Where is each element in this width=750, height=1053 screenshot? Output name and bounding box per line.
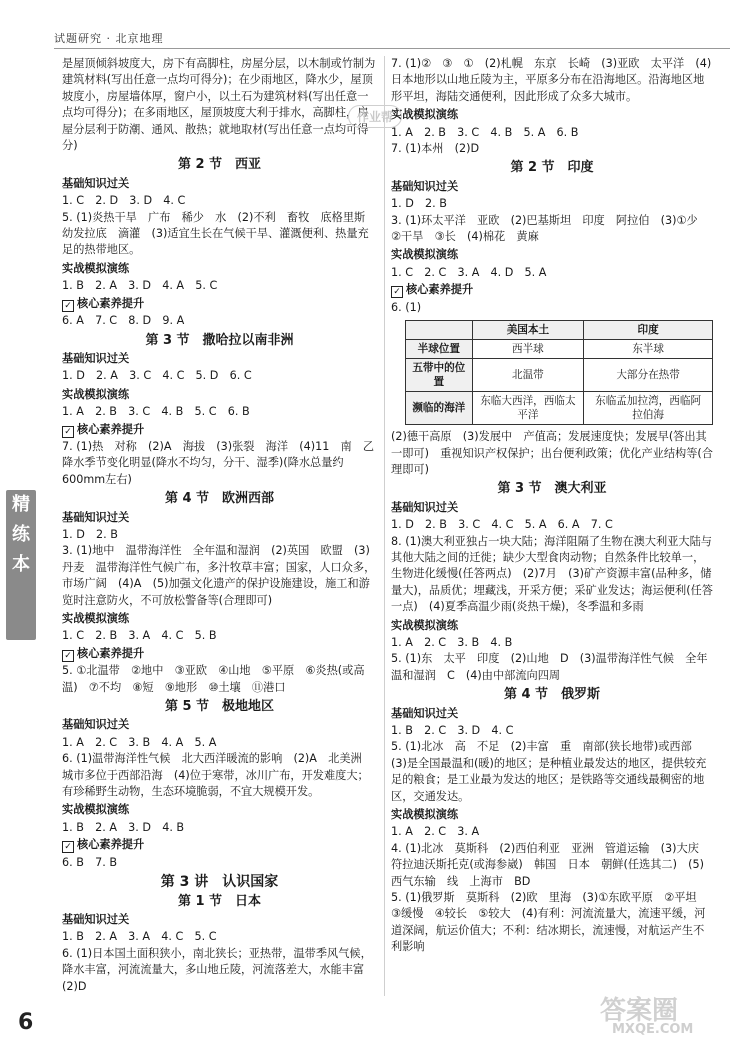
section-title: 第 1 节 日本: [177, 893, 262, 909]
column-divider: [384, 56, 385, 996]
table-row-header: 半球位置: [406, 340, 473, 359]
page-header: 试题研究 · 北京地理: [54, 32, 164, 45]
table-cell: 西半球: [472, 340, 584, 359]
answer-line: 1. B 2. A 3. D 4. B: [62, 820, 185, 834]
answer-line: 1. D 2. A 3. C 4. C 5. D 6. C: [62, 369, 252, 383]
answer-line: 1. A 2. B 3. C 4. B 5. A 6. B: [391, 125, 579, 139]
answer-line: 7. (1)热 对称 (2)A 海拔 (3)张裂 海洋 (4)11 南 乙 降水季节变化明显(降水不均匀，分干、湿季)(降水总量约600mm左右): [62, 439, 386, 486]
page-number: 6: [18, 1010, 34, 1035]
answer-line: 6. (1): [391, 300, 422, 314]
answer-line: 6. (1)温带海洋性气候 北大西洋暖流的影响 (2)A 北美洲 城市多位于西部沿海 (4)位于寒带，冰川广布，开发难度大；有珍稀野生动物，生态环境脆弱，不宜大规模开发。: [62, 752, 373, 799]
answer-line: 1. C 2. C 3. A 4. D 5. A: [391, 265, 547, 279]
subsection-title: 实战模拟演练: [62, 803, 130, 817]
core-skills-heading: [62, 422, 377, 438]
left-column: [62, 56, 386, 995]
core-skills-label: 核心素养提升: [77, 646, 145, 660]
lecture-title: 第 3 讲 认识国家: [160, 874, 279, 891]
table-cell: 东临孟加拉湾，西临阿拉伯海: [584, 392, 713, 425]
table-header-cell: [406, 321, 473, 340]
subsection-title: 实战模拟演练: [391, 248, 459, 262]
subsection-title: 实战模拟演练: [391, 808, 459, 822]
answer-line: 3. (1)地中 温带海洋性 全年温和湿润 (2)英国 欧盟 (3)丹麦 温带海洋性气候广布，多汁牧草丰富；国家，人口众多，市场广阔 (4)A (5)加强文化遗产的保护设施建设，施工和游览时注意防火，不可放松警备等(合理即可): [62, 544, 376, 607]
table-row-header: 濒临的海洋: [406, 392, 473, 425]
subsection-title: 基础知识过关: [62, 176, 130, 190]
table-cell: 北温带: [472, 359, 584, 392]
answer-line: 4. (1)北冰 莫斯科 (2)西伯利亚 亚洲 管道运输 (3)大庆 符拉迪沃斯托克(或海参崴) 韩国 日本 朝鲜(任选其二) (5)西气东输 线 上海市 BD: [391, 841, 711, 888]
section-title: 第 4 节 俄罗斯: [503, 687, 601, 703]
answer-line: 1. A 2. B 3. C 4. B 5. C 6. B: [62, 405, 250, 419]
subsection-title: 基础知识过关: [62, 912, 130, 926]
sidebar-tab: [6, 490, 36, 640]
answer-line: 1. D 2. B: [62, 527, 118, 541]
answer-line: 5. (1)炎热干旱 广布 稀少 水 (2)不利 畜牧 底格里斯 幼发拉底 滴灌 (3)适宜生长在气候干旱、灌溉便利、热量充足的热带地区。: [62, 210, 377, 257]
table-cell: 东半球: [584, 340, 713, 359]
answer-line: 1. A 2. C 3. B 4. B: [391, 635, 513, 649]
checkbox-icon: ✓: [62, 841, 74, 853]
header-divider: [54, 48, 730, 49]
table-header-cell: 印度: [584, 321, 713, 340]
table-cell: 东临大西洋，西临太平洋: [472, 392, 584, 425]
core-skills-label: 核心素养提升: [77, 296, 145, 310]
table-row: [406, 359, 713, 392]
answer-line: 5. (1)东 太平 印度 (2)山地 D (3)温带海洋性气候 全年温和湿润 C (4)由中部流向四周: [391, 652, 708, 682]
answer-line: 1. C 2. B 3. A 4. C 5. B: [62, 629, 217, 643]
checkbox-icon: ✓: [62, 650, 74, 662]
answer-line: 5. (1)北冰 高 不足 (2)丰富 重 南部(狭长地带)或西部 (3)是全国最温和(暖)的地区；是种植业最发达的地区，提供较充足的粮食；是工业最为发达的地区；是铁路等交通线最稠密的地区，交通发达。: [391, 740, 707, 803]
answer-line: 5. (1)俄罗斯 莫斯科 (2)欧 里海 (3)①东欧平原 ②平坦 ③缓慢 ④较长 ⑤较大 (4)有利：河流流量大，流速平缓，河道深阔，航运价值大；不利：结冰期长，流速慢，对航运产生不利影响: [391, 891, 708, 954]
core-skills-label: 核心素养提升: [77, 838, 145, 852]
answer-line: 是屋顶倾斜坡度大，房下有高脚柱，房屋分层，以木制或竹制为建筑材料(写出任意一点均可得分)；在少雨地区，降水少，屋顶坡度小，房屋墙体厚，窗户小，以土石为建筑材料(写出任意一点均可得分)；在多雨地区，屋顶坡度大利于排水，高脚柱，房屋分层利于防潮、通风、散热；就地取材(写出任意一点均可得分): [62, 57, 376, 153]
answer-line: 7. (1)② ③ ① (2)札幌 东京 长崎 (3)亚欧 太平洋 (4)日本地形以山地丘陵为主，平原多分布在沿海地区。沿海地区地形平坦，海陆交通便利，因此形成了众多大城市。: [391, 57, 712, 103]
answer-line: 1. A 2. C 3. A: [391, 825, 480, 839]
answer-line: 6. B 7. B: [62, 855, 117, 869]
table-header-cell: 美国本土: [472, 321, 584, 340]
checkbox-icon: ✓: [391, 286, 403, 298]
section-title: 第 5 节 极地地区: [164, 699, 275, 715]
core-skills-label: 核心素养提升: [406, 283, 474, 297]
subsection-title: 实战模拟演练: [391, 108, 459, 122]
sidebar-tab-char: 精: [12, 494, 30, 515]
answer-line: 6. A 7. C 8. D 9. A: [62, 314, 185, 328]
core-skills-label: 核心素养提升: [77, 422, 145, 436]
answer-line: 5. ①北温带 ②地中 ③亚欧 ④山地 ⑤平原 ⑥炎热(或高温) ⑦不均 ⑧短 ⑨地形 ⑩土壤 ⑪港口: [62, 664, 365, 694]
answer-line: 1. D 2. B: [391, 197, 447, 211]
watermark-url: MXQE.COM: [612, 1022, 694, 1037]
table-header-row: [406, 321, 713, 340]
core-skills-heading: [62, 646, 377, 662]
section-title: 第 2 节 西亚: [177, 157, 262, 173]
section-title: 第 2 节 印度: [510, 160, 594, 176]
checkbox-icon: ✓: [62, 426, 74, 438]
watermark-bottom: 答案圈: [600, 996, 679, 1026]
sidebar-tab-char: 练: [12, 524, 30, 545]
comparison-table: [405, 320, 713, 425]
core-skills-heading: [62, 296, 377, 312]
checkbox-icon: ✓: [62, 300, 74, 312]
table-row: [406, 340, 713, 359]
subsection-title: 实战模拟演练: [62, 612, 130, 625]
table-row: [406, 392, 713, 425]
answer-line: (2)德干高原 (3)发展中 产值高；发展速度快；发展早(答出其一即可) 重视知识产权保护；出台便利政策；优化产业结构等(合理即可): [391, 430, 713, 476]
section-title: 第 3 节 澳大利亚: [497, 481, 607, 497]
sidebar-tab-char: 本: [12, 554, 30, 575]
subsection-title: 基础知识过关: [62, 351, 130, 365]
section-title: 第 3 节 撒哈拉以南非洲: [145, 332, 294, 348]
section-title: 第 4 节 欧洲西部: [164, 491, 275, 507]
subsection-title: 基础知识过关: [391, 179, 459, 193]
subsection-title: 基础知识过关: [391, 706, 459, 720]
answer-line: 7. (1)本州 (2)D: [391, 142, 480, 156]
core-skills-heading: [62, 837, 377, 853]
table-row-header: 五带中的位置: [406, 359, 473, 392]
answer-line: 1. B 2. A 3. D 4. A 5. C: [62, 279, 218, 293]
watermark-top: 作业帮: [348, 105, 402, 128]
answer-line: 1. B 2. C 3. D 4. C: [391, 724, 514, 737]
answer-line: 1. D 2. B 3. C 4. C 5. A 6. A 7. C: [391, 518, 613, 532]
subsection-title: 实战模拟演练: [62, 261, 130, 275]
subsection-title: 基础知识过关: [62, 718, 130, 732]
subsection-title: 实战模拟演练: [62, 387, 130, 401]
answer-line: 1. B 2. A 3. A 4. C 5. C: [62, 930, 217, 944]
right-column: [391, 56, 713, 956]
answer-line: 1. A 2. C 3. B 4. A 5. A: [62, 735, 217, 749]
answer-line: 8. (1)澳大利亚独占一块大陆；海洋阻隔了生物在澳大利亚大陆与其他大陆之间的迁徙；缺少大型食肉动物；自然条件比较单一，生物进化缓慢(任答两点) (2)7月 (3)矿产资源丰富(品种多，储量大)，品质优；埋藏浅，开采方便；采矿业发达；海运便利(任答一点) (4)夏季高温少雨(炎热干燥)，冬季温和多雨: [391, 534, 713, 614]
answer-line: 3. (1)环太平洋 亚欧 (2)巴基斯坦 印度 阿拉伯 (3)①少 ②干旱 ③长 (4)棉花 黄麻: [391, 213, 709, 244]
answer-line: 1. C 2. D 3. D 4. C: [62, 194, 186, 208]
subsection-title: 基础知识过关: [62, 510, 130, 524]
answer-line: 6. (1)日本国土面积狭小，南北狭长；亚热带，温带季风气候，降水丰富，河流流量大，多山地丘陵，河流落差大，水能丰富 (2)D: [62, 946, 376, 993]
core-skills-heading: [391, 282, 713, 298]
table-cell: 大部分在热带: [584, 359, 713, 392]
subsection-title: 基础知识过关: [391, 500, 459, 514]
subsection-title: 实战模拟演练: [391, 618, 459, 632]
